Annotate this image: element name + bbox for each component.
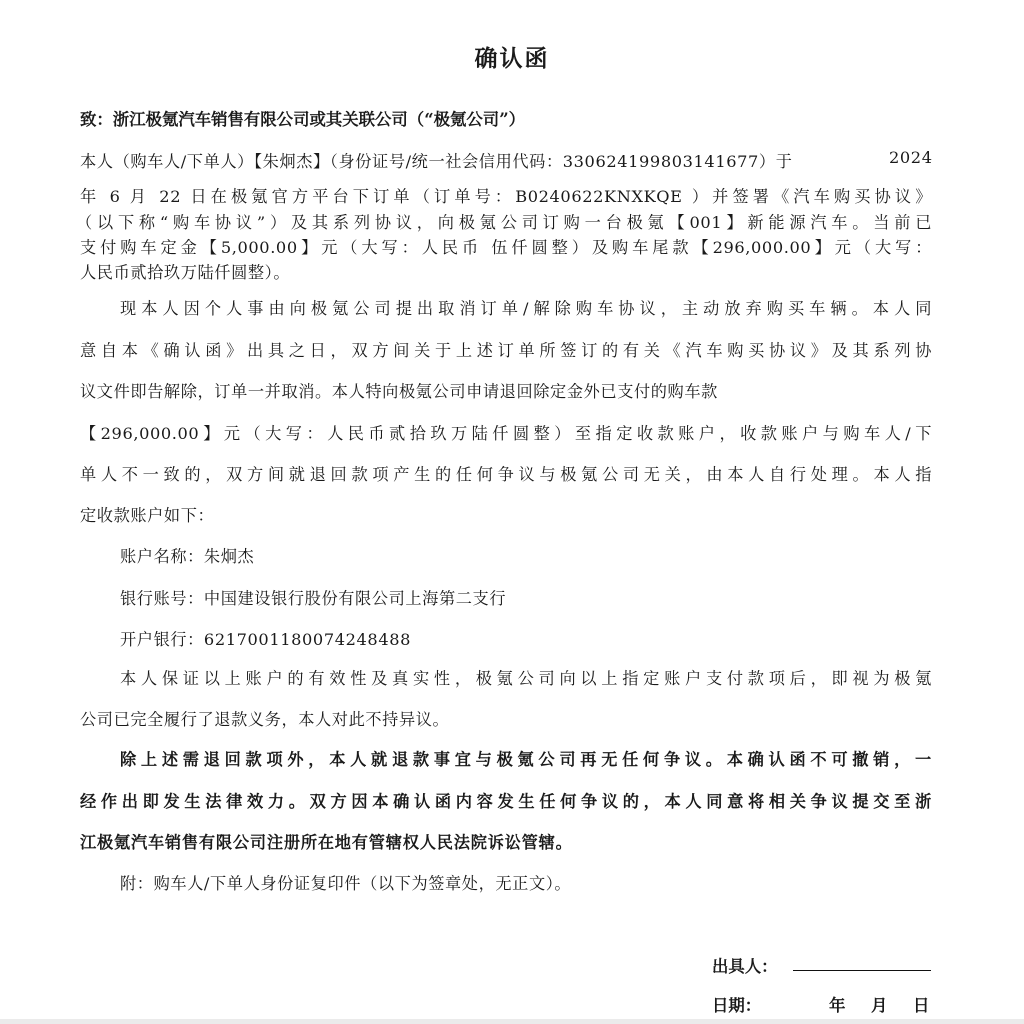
date-label: 日期： — [712, 996, 762, 1015]
account-name: 账户名称：朱炯杰 — [120, 547, 255, 566]
para2-line3: 议文件即告解除，订单一并取消。本人特向极氪公司申请退回除定金外已支付的购车款 — [80, 382, 718, 401]
date-day: 日 — [913, 996, 930, 1015]
document-title: 确认函 — [474, 45, 550, 72]
para2-line1: 现本人因个人事由向极氪公司提出取消订单/解除购车协议，主动放弃购买车辆。本人同 — [120, 299, 932, 318]
para1-line5: 人民币贰拾玖万陆仟圆整）。 — [80, 263, 291, 282]
para3-line2: 公司已完全履行了退款义务，本人对此不持异议。 — [80, 710, 450, 729]
para1-line3: （以下称“购车协议”）及其系列协议，向极氪公司订购一台极氪【001】新能源汽车。当前已 — [76, 213, 932, 232]
para1-line1: 本人（购车人/下单人）【朱炯杰】（身份证号/统一社会信用代码：330624199803141677）于 — [80, 152, 793, 171]
date-month: 月 — [871, 996, 888, 1015]
account-bank: 开户银行：6217001180074248488 — [120, 630, 412, 649]
attachment-note: 附：购车人/下单人身份证复印件（以下为签章处，无正文）。 — [120, 874, 572, 893]
account-bank-account: 银行账号：中国建设银行股份有限公司上海第二支行 — [120, 589, 507, 608]
para4-line1: 除上述需退回款项外，本人就退款事宜与极氪公司再无任何争议。本确认函不可撤销，一 — [120, 750, 932, 769]
para1-line4: 支付购车定金【5,000.00】元（大写：人民币 伍仟圆整）及购车尾款【296,000.00】元（大写： — [80, 238, 932, 257]
date-year: 年 — [829, 996, 846, 1015]
para4-line2: 经作出即发生法律效力。双方因本确认函内容发生任何争议的，本人同意将相关争议提交至浙 — [80, 792, 932, 811]
para2-line4: 【296,000.00】元（大写：人民币贰拾玖万陆仟圆整）至指定收款账户，收款账户与购车人/下 — [80, 424, 932, 443]
para2-line2: 意自本《确认函》出具之日，双方间关于上述订单所签订的有关《汽车购买协议》及其系列协 — [80, 341, 932, 360]
para1-line2: 年 6 月 22 日在极氪官方平台下订单（订单号：B0240622KNXKQE ）并签署《汽车购买协议》 — [80, 187, 932, 206]
para3-line1: 本人保证以上账户的有效性及真实性，极氪公司向以上指定账户支付款项后，即视为极氪 — [120, 669, 932, 688]
para2-line5: 单人不一致的，双方间就退回款项产生的任何争议与极氪公司无关，由本人自行处理。本人指 — [80, 465, 932, 484]
addressee-line: 致：浙江极氪汽车销售有限公司或其关联公司（“极氪公司”） — [80, 110, 526, 129]
para1-line1-year: 2024 — [889, 148, 933, 167]
issuer-label: 出具人： — [712, 957, 778, 976]
para2-line6: 定收款账户如下： — [80, 506, 215, 525]
issuer-signature-line — [793, 970, 931, 971]
para4-line3: 江极氪汽车销售有限公司注册所在地有管辖权人民法院诉讼管辖。 — [80, 833, 573, 852]
page-bottom-edge — [0, 1019, 1024, 1024]
